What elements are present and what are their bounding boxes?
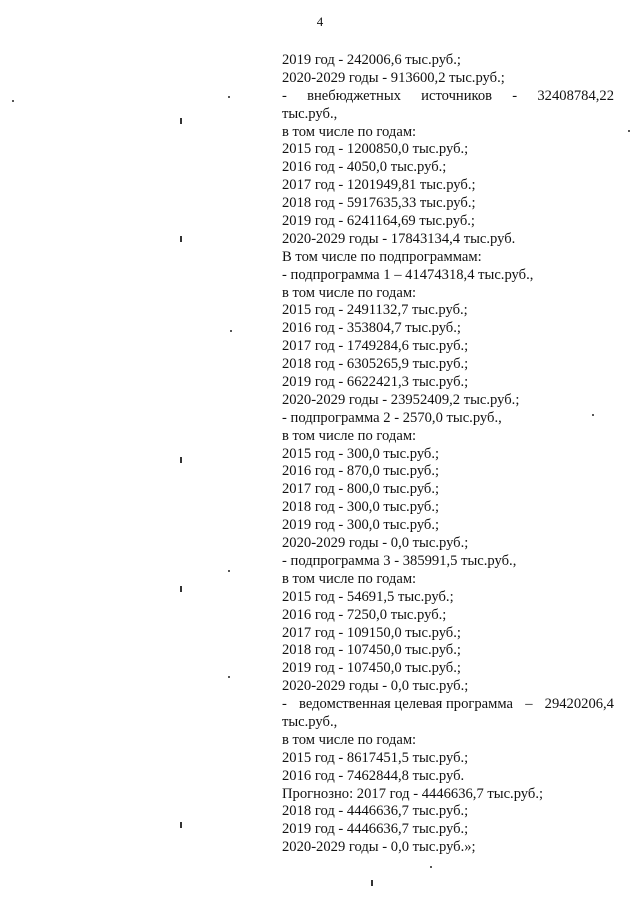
justified-line-departmental [282,696,614,714]
text-line: 2016 год - 4050,0 тыс.руб.; [282,159,447,176]
text-line: 2018 год - 6305265,9 тыс.руб.; [282,356,469,373]
scan-speck [180,822,182,828]
scan-speck [592,414,594,416]
text-line: - подпрограмма 1 – 41474318,4 тыс.руб., [282,266,534,283]
text-line: в том числе по годам: [282,427,417,444]
scan-speck [228,96,230,98]
text-line: 2015 год - 300,0 тыс.руб.; [282,445,440,462]
scan-speck [230,330,232,332]
text-line: - подпрограмма 2 - 2570,0 тыс.руб., [282,409,502,426]
text-line: 2019 год - 300,0 тыс.руб.; [282,517,440,534]
text-line: 2019 год - 4446636,7 тыс.руб.; [282,821,469,838]
text-line: 2018 год - 300,0 тыс.руб.; [282,499,440,516]
text-line: 2019 год - 6241164,69 тыс.руб.; [282,213,475,230]
text-line: тыс.руб., [282,713,338,730]
text-line: 2020-2029 годы - 913600,2 тыс.руб.; [282,69,505,86]
text-line: - подпрограмма 3 - 385991,5 тыс.руб., [282,552,517,569]
scan-speck [228,570,230,572]
text-line: Прогнозно: 2017 год - 4446636,7 тыс.руб.; [282,785,544,802]
scan-speck [180,586,182,592]
text-line: 2016 год - 870,0 тыс.руб.; [282,463,440,480]
amount: 32408784,22 [537,87,614,104]
document-body [282,52,614,857]
text-line: 2020-2029 годы - 0,0 тыс.руб.; [282,535,469,552]
justified-line-extrabudgetary [282,88,614,106]
page-number: 4 [316,14,324,29]
text-line: 2015 год - 8617451,5 тыс.руб.; [282,749,469,766]
amount: 29420206,4 [544,696,614,713]
text-line: в том числе по годам: [282,731,417,748]
dash: – [525,696,533,713]
text-line: 2018 год - 107450,0 тыс.руб.; [282,642,461,659]
text-line: 2018 год - 4446636,7 тыс.руб.; [282,803,469,820]
word: внебюджетных [307,87,401,104]
text-line: 2019 год - 107450,0 тыс.руб.; [282,660,461,677]
text-line: 2020-2029 годы - 0,0 тыс.руб.»; [282,839,476,856]
text-line: 2017 год - 1201949,81 тыс.руб.; [282,177,476,194]
text-line: 2020-2029 годы - 23952409,2 тыс.руб.; [282,391,520,408]
words: ведомственная целевая программа [299,696,514,713]
text-line: 2017 год - 800,0 тыс.руб.; [282,481,440,498]
text-line: 2015 год - 2491132,7 тыс.руб.; [282,302,468,319]
dash: - [512,87,518,104]
text-line: 2020-2029 годы - 0,0 тыс.руб.; [282,678,469,695]
text-line: 2020-2029 годы - 17843134,4 тыс.руб. [282,230,516,247]
text-line: 2019 год - 6622421,3 тыс.руб.; [282,374,469,391]
dash: - [282,87,287,104]
scan-speck [180,457,182,463]
scan-speck [180,118,182,124]
text-line: в том числе по годам: [282,284,417,301]
text-line: 2017 год - 109150,0 тыс.руб.; [282,624,461,641]
scan-speck [430,866,432,868]
scan-speck [228,676,230,678]
dash: - [282,696,287,713]
text-line: в том числе по годам: [282,123,417,140]
text-line: 2017 год - 1749284,6 тыс.руб.; [282,338,469,355]
text-line: 2019 год - 242006,6 тыс.руб.; [282,52,461,68]
text-line: В том числе по подпрограммам: [282,248,482,265]
scan-speck [12,100,14,102]
text-line: 2015 год - 54691,5 тыс.руб.; [282,588,454,605]
text-line: 2018 год - 5917635,33 тыс.руб.; [282,195,476,212]
scan-speck [628,130,630,132]
text-line: 2016 год - 7462844,8 тыс.руб. [282,767,465,784]
text-line: в том числе по годам: [282,570,417,587]
word: источников [421,87,493,104]
text-line: 2016 год - 7250,0 тыс.руб.; [282,606,447,623]
text-line: тыс.руб., [282,105,338,122]
scan-speck [371,880,373,886]
scan-speck [180,236,182,242]
text-line: 2016 год - 353804,7 тыс.руб.; [282,320,461,337]
text-line: 2015 год - 1200850,0 тыс.руб.; [282,141,469,158]
